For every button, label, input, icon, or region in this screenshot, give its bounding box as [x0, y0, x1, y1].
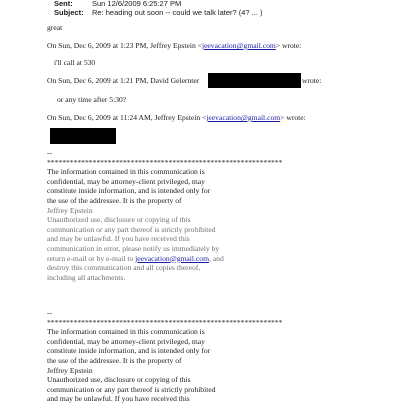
quote-header-2: On Sun, Dec 6, 2009 at 1:21 PM, David Gelernter	[47, 76, 200, 85]
quote-header-3-text: On Sun, Dec 6, 2009 at 11:24 AM, Jeffrey Epstein <	[47, 113, 207, 122]
separator-stars: **************************************************************	[47, 317, 283, 327]
reply-call: i'll call at 530	[54, 58, 96, 67]
redaction-box	[208, 73, 301, 88]
disclaimer-line: communication or any part thereof is strictly prohibited	[47, 384, 216, 394]
email-link-2[interactable]: jeevacation@gmail.com	[206, 113, 281, 122]
quote-header-1	[47, 41, 301, 51]
quote-header-2-end: wrote:	[302, 76, 322, 85]
subject-row	[54, 8, 263, 17]
email-link-3[interactable]: jeevacation@gmail.com	[135, 253, 209, 263]
disclaimer-line: Jeffrey Epstein	[47, 205, 93, 215]
email-link-1[interactable]: jeevacation@gmail.com	[201, 41, 276, 50]
separator-dashes: --	[47, 148, 53, 157]
sent-label: Sent:	[54, 0, 73, 8]
return-end: , and	[208, 253, 224, 263]
disclaimer-1	[47, 148, 282, 282]
disclaimer-line: communication in error, please notify us immediately by	[47, 243, 220, 253]
return-text: return e-mail or by e-mail to	[47, 253, 136, 263]
disclaimer-line: The information contained in this communication is	[47, 327, 205, 337]
subject-value: Re: heading out soon -- could we talk later? (4? ... )	[92, 8, 263, 17]
disclaimer-line: confidential, may be attorney-client privileged, may	[47, 176, 205, 186]
disclaimer-line: the use of the addressee. It is the property of	[47, 355, 182, 365]
sent-row	[54, 0, 181, 8]
quote-header-3	[47, 113, 306, 123]
disclaimer-line: destroy this communication and all copies thereof,	[47, 263, 201, 273]
subject-label: Subject:	[54, 8, 84, 17]
disclaimer-2	[47, 308, 282, 404]
separator-dashes: --	[47, 308, 53, 317]
disclaimer-line: confidential, may be attorney-client privileged, may	[47, 336, 205, 346]
disclaimer-line: The information contained in this communication is	[47, 167, 205, 177]
disclaimer-line: constitute inside information, and is intended only for	[47, 346, 211, 356]
disclaimer-return-line	[47, 254, 282, 264]
disclaimer-line: and may be unlawful. If you have received this	[47, 234, 190, 244]
disclaimer-line: Jeffrey Epstein	[47, 365, 93, 375]
redaction-box	[50, 128, 116, 144]
disclaimer-line: Unauthorized use, disclosure or copying of this	[47, 215, 191, 225]
separator-stars: **************************************************************	[47, 157, 283, 167]
reply-time: or any time after 5:30?	[57, 95, 127, 104]
sent-value: Sun 12/6/2009 6:25:27 PM	[92, 0, 182, 8]
disclaimer-line: and may be unlawful. If you have received this	[47, 394, 190, 404]
disclaimer-line: the use of the addressee. It is the property of	[47, 195, 182, 205]
quote-header-1-end: > wrote:	[275, 41, 302, 50]
disclaimer-line: Unauthorized use, disclosure or copying of this	[47, 375, 191, 385]
quote-header-3-end: > wrote:	[280, 113, 306, 122]
disclaimer-line: including all attachments.	[47, 272, 126, 282]
disclaimer-line: communication or any part thereof is strictly prohibited	[47, 224, 216, 234]
reply-great: great	[47, 23, 63, 32]
quote-header-1-text: On Sun, Dec 6, 2009 at 1:23 PM, Jeffrey Epstein <	[47, 41, 202, 50]
disclaimer-line: constitute inside information, and is intended only for	[47, 186, 211, 196]
